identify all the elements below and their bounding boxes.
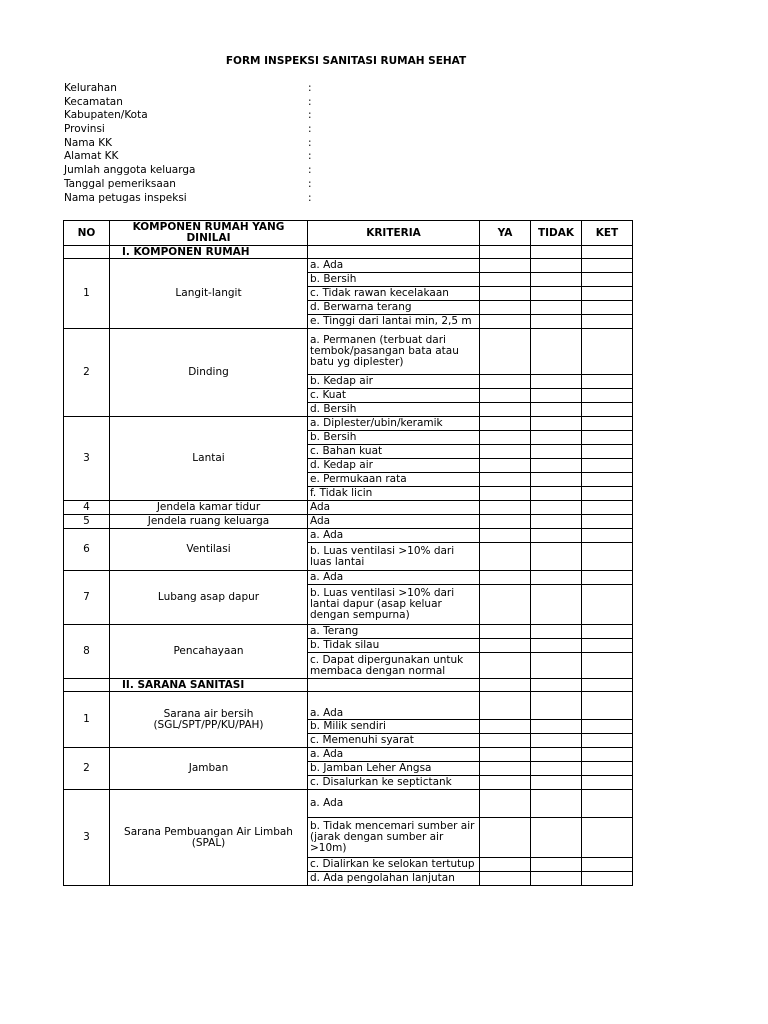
criteria-cell: c. Bahan kuat bbox=[308, 445, 480, 459]
ya-cell[interactable] bbox=[480, 748, 531, 762]
ya-cell[interactable] bbox=[480, 301, 531, 315]
criteria-cell: d. Kedap air bbox=[308, 459, 480, 473]
criteria-cell: Ada bbox=[308, 501, 480, 515]
criteria-cell: c. Disalurkan ke septictank bbox=[308, 776, 480, 790]
section-kriteria-cell bbox=[308, 679, 480, 692]
tidak-cell[interactable] bbox=[531, 487, 582, 501]
info-colon: : bbox=[308, 150, 312, 163]
info-label: Kabupaten/Kota bbox=[64, 109, 148, 122]
item-komponen: Langit-langit bbox=[110, 259, 308, 329]
ket-cell[interactable] bbox=[582, 748, 633, 762]
item-komponen: Dinding bbox=[110, 329, 308, 417]
item-no: 3 bbox=[64, 417, 110, 501]
ket-cell[interactable] bbox=[582, 872, 633, 886]
item-komponen: Jamban bbox=[110, 748, 308, 790]
ket-cell[interactable] bbox=[582, 459, 633, 473]
item-no: 3 bbox=[64, 790, 110, 886]
item-no: 1 bbox=[64, 692, 110, 748]
item-komponen: Sarana air bersih (SGL/SPT/PP/KU/PAH) bbox=[110, 692, 308, 748]
col-header-no: NO bbox=[64, 221, 110, 246]
criteria-cell: b. Kedap air bbox=[308, 375, 480, 389]
criteria-cell: a. Ada bbox=[308, 259, 480, 273]
tidak-cell[interactable] bbox=[531, 639, 582, 653]
inspection-table bbox=[63, 220, 633, 886]
criteria-cell: f. Tidak licin bbox=[308, 487, 480, 501]
item-komponen: Jendela ruang keluarga bbox=[110, 515, 308, 529]
criteria-cell: a. Ada bbox=[308, 790, 480, 818]
criteria-cell: b. Luas ventilasi >10% dari lantai dapur (asap keluar dengan sempurna) bbox=[308, 585, 480, 625]
criteria-cell: b. Tidak silau bbox=[308, 639, 480, 653]
ket-cell[interactable] bbox=[582, 287, 633, 301]
ya-cell[interactable] bbox=[480, 501, 531, 515]
criteria-cell: a. Diplester/ubin/keramik bbox=[308, 417, 480, 431]
tidak-cell[interactable] bbox=[531, 501, 582, 515]
criteria-cell: d. Berwarna terang bbox=[308, 301, 480, 315]
criteria-cell: a. Ada bbox=[308, 748, 480, 762]
criteria-cell: Ada bbox=[308, 515, 480, 529]
info-colon: : bbox=[308, 136, 312, 149]
tidak-cell[interactable] bbox=[531, 246, 582, 259]
info-row-kabupaten bbox=[64, 109, 312, 123]
table-row bbox=[64, 748, 633, 762]
section-title: I. KOMPONEN RUMAH bbox=[110, 246, 308, 259]
item-no: 2 bbox=[64, 329, 110, 417]
table-row bbox=[64, 529, 633, 543]
info-row-kelurahan bbox=[64, 82, 312, 96]
item-komponen: Lantai bbox=[110, 417, 308, 501]
ya-cell[interactable] bbox=[480, 417, 531, 431]
ket-cell[interactable] bbox=[582, 679, 633, 692]
criteria-cell: b. Bersih bbox=[308, 273, 480, 287]
ket-cell[interactable] bbox=[582, 734, 633, 748]
ket-cell[interactable] bbox=[582, 246, 633, 259]
info-colon: : bbox=[308, 123, 312, 136]
criteria-cell: b. Luas ventilasi >10% dari luas lantai bbox=[308, 543, 480, 571]
form-title: FORM INSPEKSI SANITASI RUMAH SEHAT bbox=[225, 55, 467, 67]
info-colon: : bbox=[308, 164, 312, 177]
ya-cell[interactable] bbox=[480, 431, 531, 445]
item-no: 8 bbox=[64, 625, 110, 679]
ya-cell[interactable] bbox=[480, 329, 531, 375]
tidak-cell[interactable] bbox=[531, 389, 582, 403]
ket-cell[interactable] bbox=[582, 301, 633, 315]
ket-cell[interactable] bbox=[582, 529, 633, 543]
info-label: Tanggal pemeriksaan bbox=[64, 177, 176, 190]
tidak-cell[interactable] bbox=[531, 858, 582, 872]
criteria-cell: e. Tinggi dari lantai min, 2,5 m bbox=[308, 315, 480, 329]
ket-cell[interactable] bbox=[582, 403, 633, 417]
tidak-cell[interactable] bbox=[531, 273, 582, 287]
item-komponen: Lubang asap dapur bbox=[110, 571, 308, 625]
ket-cell[interactable] bbox=[582, 273, 633, 287]
tidak-cell[interactable] bbox=[531, 776, 582, 790]
criteria-cell: b. Milik sendiri bbox=[308, 720, 480, 734]
tidak-cell[interactable] bbox=[531, 473, 582, 487]
ya-cell[interactable] bbox=[480, 720, 531, 734]
criteria-cell: b. Bersih bbox=[308, 431, 480, 445]
item-komponen: Ventilasi bbox=[110, 529, 308, 571]
ket-cell[interactable] bbox=[582, 653, 633, 679]
ya-cell[interactable] bbox=[480, 473, 531, 487]
ya-cell[interactable] bbox=[480, 445, 531, 459]
info-colon: : bbox=[308, 95, 312, 108]
info-label: Kecamatan bbox=[64, 95, 123, 108]
ya-cell[interactable] bbox=[480, 315, 531, 329]
ya-cell[interactable] bbox=[480, 515, 531, 529]
tidak-cell[interactable] bbox=[531, 571, 582, 585]
item-no: 6 bbox=[64, 529, 110, 571]
ket-cell[interactable] bbox=[582, 259, 633, 273]
ya-cell[interactable] bbox=[480, 734, 531, 748]
section-no-cell bbox=[64, 679, 110, 692]
tidak-cell[interactable] bbox=[531, 720, 582, 734]
info-row-kecamatan bbox=[64, 95, 312, 110]
ya-cell[interactable] bbox=[480, 403, 531, 417]
tidak-cell[interactable] bbox=[531, 529, 582, 543]
ya-cell[interactable] bbox=[480, 375, 531, 389]
section-kriteria-cell bbox=[308, 246, 480, 259]
tidak-cell[interactable] bbox=[531, 790, 582, 818]
info-label: Provinsi bbox=[64, 123, 105, 136]
table-row bbox=[64, 571, 633, 585]
section-row bbox=[64, 246, 633, 259]
ya-cell[interactable] bbox=[480, 487, 531, 501]
info-row-petugas bbox=[64, 191, 312, 206]
tidak-cell[interactable] bbox=[531, 872, 582, 886]
ket-cell[interactable] bbox=[582, 315, 633, 329]
ket-cell[interactable] bbox=[582, 329, 633, 375]
table-row bbox=[64, 625, 633, 639]
tidak-cell[interactable] bbox=[531, 734, 582, 748]
section-no-cell bbox=[64, 246, 110, 259]
table-row bbox=[64, 259, 633, 273]
ket-cell[interactable] bbox=[582, 625, 633, 639]
table-row bbox=[64, 501, 633, 515]
col-header-ya: YA bbox=[480, 221, 531, 246]
household-info bbox=[64, 82, 312, 205]
item-komponen: Pencahayaan bbox=[110, 625, 308, 679]
item-no: 7 bbox=[64, 571, 110, 625]
tidak-cell[interactable] bbox=[531, 459, 582, 473]
criteria-cell: e. Permukaan rata bbox=[308, 473, 480, 487]
tidak-cell[interactable] bbox=[531, 625, 582, 639]
table-row bbox=[64, 515, 633, 529]
tidak-cell[interactable] bbox=[531, 431, 582, 445]
ya-cell[interactable] bbox=[480, 246, 531, 259]
tidak-cell[interactable] bbox=[531, 762, 582, 776]
ya-cell[interactable] bbox=[480, 679, 531, 692]
ket-cell[interactable] bbox=[582, 858, 633, 872]
ket-cell[interactable] bbox=[582, 585, 633, 625]
info-row-tanggal bbox=[64, 177, 312, 192]
table-row bbox=[64, 329, 633, 375]
info-label: Alamat KK bbox=[64, 150, 119, 163]
ket-cell[interactable] bbox=[582, 487, 633, 501]
ket-cell[interactable] bbox=[582, 417, 633, 431]
ket-cell[interactable] bbox=[582, 389, 633, 403]
tidak-cell[interactable] bbox=[531, 515, 582, 529]
col-header-komponen: KOMPONEN RUMAH YANG DINILAI bbox=[110, 221, 308, 246]
criteria-cell: a. Ada bbox=[308, 692, 480, 720]
criteria-cell: a. Ada bbox=[308, 529, 480, 543]
criteria-cell: a. Terang bbox=[308, 625, 480, 639]
info-row-jumlah-anggota bbox=[64, 164, 312, 178]
ya-cell[interactable] bbox=[480, 543, 531, 571]
info-row-alamat-kk bbox=[64, 150, 312, 164]
item-no: 1 bbox=[64, 259, 110, 329]
ya-cell[interactable] bbox=[480, 858, 531, 872]
ya-cell[interactable] bbox=[480, 790, 531, 818]
ya-cell[interactable] bbox=[480, 653, 531, 679]
ya-cell[interactable] bbox=[480, 872, 531, 886]
col-header-kriteria: KRITERIA bbox=[308, 221, 480, 246]
ya-cell[interactable] bbox=[480, 389, 531, 403]
col-header-tidak: TIDAK bbox=[531, 221, 582, 246]
ket-cell[interactable] bbox=[582, 445, 633, 459]
ya-cell[interactable] bbox=[480, 625, 531, 639]
table-row bbox=[64, 790, 633, 818]
criteria-cell: a. Ada bbox=[308, 571, 480, 585]
tidak-cell[interactable] bbox=[531, 301, 582, 315]
ya-cell[interactable] bbox=[480, 529, 531, 543]
table-row bbox=[64, 692, 633, 720]
criteria-cell: b. Tidak mencemari sumber air (jarak dengan sumber air >10m) bbox=[308, 818, 480, 858]
ya-cell[interactable] bbox=[480, 818, 531, 858]
ket-cell[interactable] bbox=[582, 571, 633, 585]
info-colon: : bbox=[308, 191, 312, 204]
tidak-cell[interactable] bbox=[531, 692, 582, 720]
info-colon: : bbox=[308, 82, 312, 94]
col-header-ket: KET bbox=[582, 221, 633, 246]
ket-cell[interactable] bbox=[582, 501, 633, 515]
ya-cell[interactable] bbox=[480, 692, 531, 720]
ket-cell[interactable] bbox=[582, 375, 633, 389]
ket-cell[interactable] bbox=[582, 543, 633, 571]
tidak-cell[interactable] bbox=[531, 375, 582, 389]
tidak-cell[interactable] bbox=[531, 287, 582, 301]
info-row-nama-kk bbox=[64, 136, 312, 151]
criteria-cell: c. Dialirkan ke selokan tertutup bbox=[308, 858, 480, 872]
info-label: Kelurahan bbox=[64, 82, 117, 94]
item-no: 5 bbox=[64, 515, 110, 529]
tidak-cell[interactable] bbox=[531, 329, 582, 375]
criteria-cell: c. Memenuhi syarat bbox=[308, 734, 480, 748]
ket-cell[interactable] bbox=[582, 639, 633, 653]
tidak-cell[interactable] bbox=[531, 417, 582, 431]
info-colon: : bbox=[308, 109, 312, 122]
criteria-cell: d. Bersih bbox=[308, 403, 480, 417]
ket-cell[interactable] bbox=[582, 762, 633, 776]
info-label: Nama KK bbox=[64, 136, 113, 149]
info-row-provinsi bbox=[64, 123, 312, 137]
info-label: Jumlah anggota keluarga bbox=[64, 164, 196, 177]
ket-cell[interactable] bbox=[582, 692, 633, 720]
item-komponen: Sarana Pembuangan Air Limbah (SPAL) bbox=[110, 790, 308, 886]
tidak-cell[interactable] bbox=[531, 818, 582, 858]
tidak-cell[interactable] bbox=[531, 679, 582, 692]
ya-cell[interactable] bbox=[480, 571, 531, 585]
ya-cell[interactable] bbox=[480, 459, 531, 473]
ya-cell[interactable] bbox=[480, 287, 531, 301]
ket-cell[interactable] bbox=[582, 515, 633, 529]
ket-cell[interactable] bbox=[582, 720, 633, 734]
criteria-cell: c. Dapat dipergunakan untuk membaca dengan normal bbox=[308, 653, 480, 679]
ket-cell[interactable] bbox=[582, 818, 633, 858]
tidak-cell[interactable] bbox=[531, 259, 582, 273]
criteria-cell: c. Tidak rawan kecelakaan bbox=[308, 287, 480, 301]
item-no: 2 bbox=[64, 748, 110, 790]
table-row bbox=[64, 417, 633, 431]
ket-cell[interactable] bbox=[582, 431, 633, 445]
ya-cell[interactable] bbox=[480, 273, 531, 287]
info-colon: : bbox=[308, 177, 312, 190]
tidak-cell[interactable] bbox=[531, 653, 582, 679]
info-label: Nama petugas inspeksi bbox=[64, 191, 187, 204]
tidak-cell[interactable] bbox=[531, 445, 582, 459]
tidak-cell[interactable] bbox=[531, 403, 582, 417]
ket-cell[interactable] bbox=[582, 776, 633, 790]
tidak-cell[interactable] bbox=[531, 543, 582, 571]
item-komponen: Jendela kamar tidur bbox=[110, 501, 308, 515]
ya-cell[interactable] bbox=[480, 639, 531, 653]
ya-cell[interactable] bbox=[480, 585, 531, 625]
criteria-cell: c. Kuat bbox=[308, 389, 480, 403]
header-row bbox=[64, 221, 633, 246]
ket-cell[interactable] bbox=[582, 790, 633, 818]
criteria-cell: b. Jamban Leher Angsa bbox=[308, 762, 480, 776]
section-row bbox=[64, 679, 633, 692]
item-no: 4 bbox=[64, 501, 110, 515]
criteria-cell: d. Ada pengolahan lanjutan bbox=[308, 872, 480, 886]
ya-cell[interactable] bbox=[480, 259, 531, 273]
ya-cell[interactable] bbox=[480, 762, 531, 776]
tidak-cell[interactable] bbox=[531, 585, 582, 625]
tidak-cell[interactable] bbox=[531, 748, 582, 762]
ya-cell[interactable] bbox=[480, 776, 531, 790]
criteria-cell: a. Permanen (terbuat dari tembok/pasangan bata atau batu yg diplester) bbox=[308, 329, 480, 375]
section-title: II. SARANA SANITASI bbox=[110, 679, 308, 692]
ket-cell[interactable] bbox=[582, 473, 633, 487]
tidak-cell[interactable] bbox=[531, 315, 582, 329]
